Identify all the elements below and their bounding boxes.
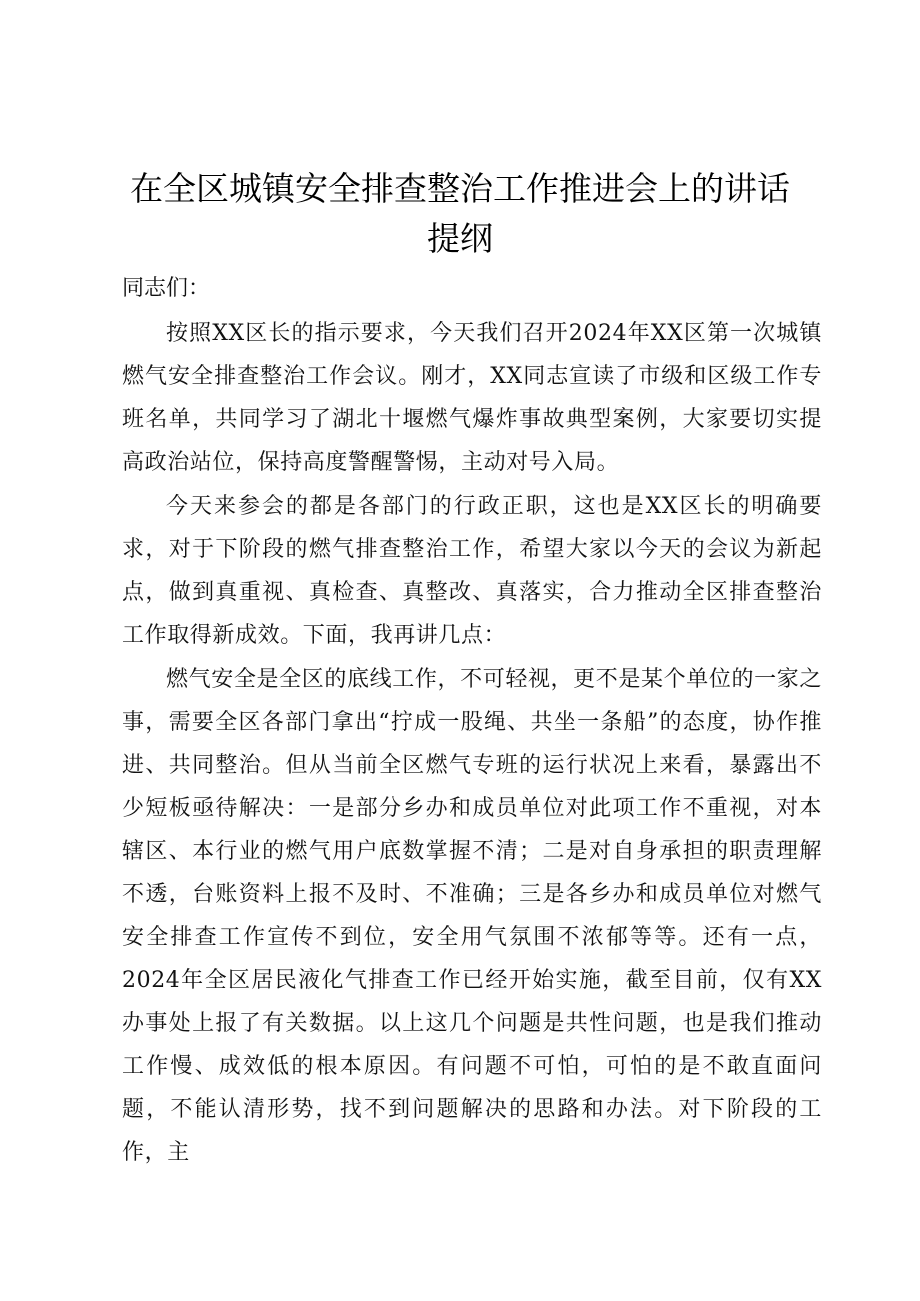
document-title-line-2: 提纲 [427,219,493,258]
paragraph-2: 今天来参会的都是各部门的行政正职，这也是XX区长的明确要求，对于下阶段的燃气排查整治工作，希望大家以今天的会议为新起点，做到真重视、真检查、真整改、真落实，合力推动全区排查整治工作取得新成效。下面，我再讲几点： [122,494,822,648]
paragraph-3: 燃气安全是全区的底线工作，不可轻视，更不是某个单位的一家之事，需要全区各部门拿出“拧成一股绳、共坐一条船”的态度，协作推进、共同整治。但从当前全区燃气专班的运行状况上来看，暴露出不少短板亟待解决：一是部分乡办和成员单位对此项工作不重视，对本辖区、本行业的燃气用户底数掌握不清；二是对自身承担的职责理解不透，台账资料上报不及时、不准确；三是各乡办和成员单位对燃气安全排查工作宣传不到位，安全用气氛围不浓郁等等。还有一点，2024年全区居民液化气排查工作已经开始实施，截至目前，仅有XX办事处上报了有关数据。以上这几个问题是共性问题，也是我们推动工作慢、成效低的根本原因。有问题不可怕，可怕的是不敢直面问题，不能认清形势，找不到问题解决的思路和办法。对下阶段的工作，主 [122,667,822,1165]
document-title-line-1: 在全区城镇安全排查整治工作推进会上的讲话 [130,169,790,208]
salutation: 同志们： [122,276,211,301]
paragraph-1: 按照XX区长的指示要求，今天我们召开2024年XX区第一次城镇燃气安全排查整治工作会议。刚才，XX同志宣读了市级和区级工作专班名单，共同学习了湖北十堰燃气爆炸事故典型案例，大家要切实提高政治站位，保持高度警醒警惕，主动对号入局。 [122,321,822,475]
